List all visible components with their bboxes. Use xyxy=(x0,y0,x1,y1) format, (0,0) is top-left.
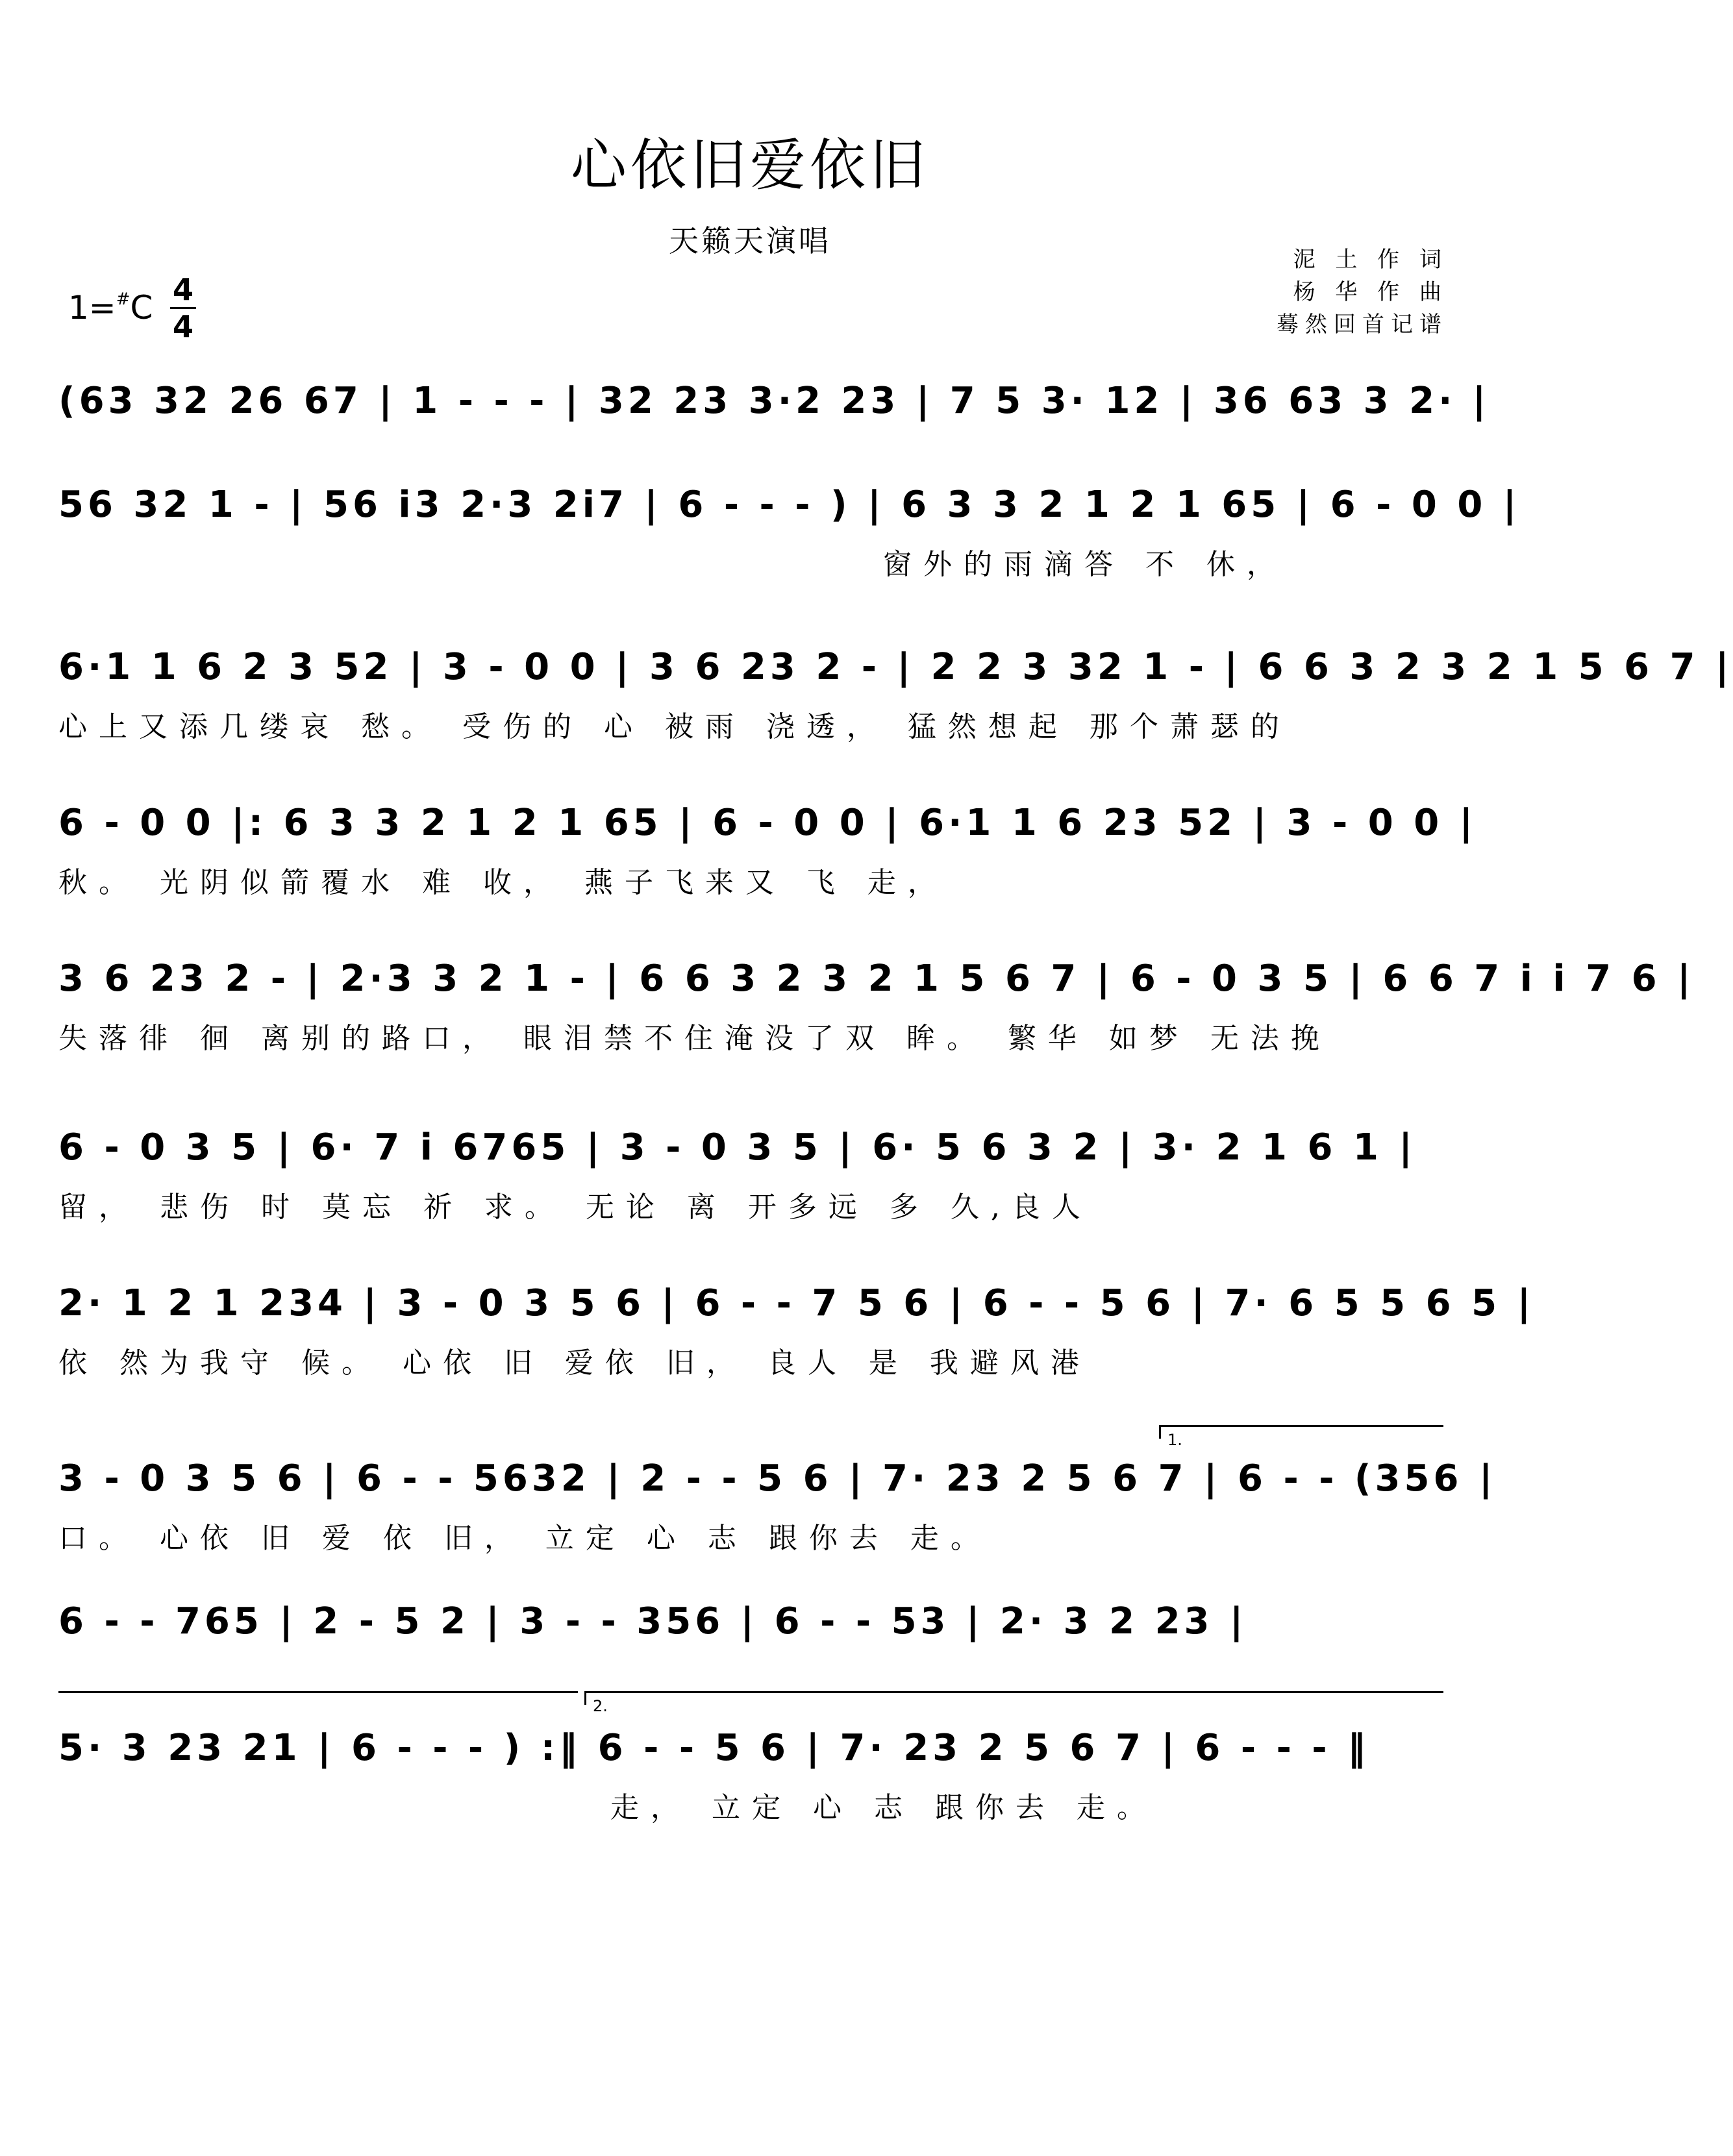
notation-line: 6 - 0 0 |: 6 3 3 2 1 2 1 65 | 6 - 0 0 | 6·1 1 6 23 52 | 3 - 0 0 | xyxy=(58,802,1477,844)
lyric-line: 窗外的雨滴答 不 休， xyxy=(883,548,1287,581)
score-row-8 xyxy=(58,1457,1497,1568)
singer-credit: 天籁天演唱 xyxy=(669,223,831,258)
song-title: 心依旧爱依旧 xyxy=(571,133,929,198)
score-row-7 xyxy=(58,1282,1535,1393)
lyric-line: 心上又添几缕哀 愁。 受伤的 心 被雨 浇透， 猛然想起 那个萧瑟的 xyxy=(58,710,1291,743)
notation-line: 56 32 1 - | 56 i3 2·3 2i7 | 6 - - - ) | 6 3 3 2 1 2 1 65 | 6 - 0 0 | xyxy=(58,484,1521,526)
first-ending-bracket xyxy=(1159,1425,1443,1449)
notation-line: 3 6 23 2 - | 2·3 3 2 1 - | 6 6 3 2 3 2 1 5 6 7 | 6 - 0 3 5 | 6 6 7 i i 7 6 | xyxy=(58,958,1695,1000)
lyric-line: 依 然为我守 候。 心依 旧 爱依 旧， 良人 是 我避风港 xyxy=(58,1346,1091,1380)
notation-line: 2· 1 2 1 234 | 3 - 0 3 5 6 | 6 - - 7 5 6 | 6 - - 5 6 | 7· 6 5 5 6 5 | xyxy=(58,1282,1535,1324)
composer-credit: 杨 华 作 曲 xyxy=(1293,279,1448,305)
key-accidental: # xyxy=(116,290,131,309)
notation-line: 3 - 0 3 5 6 | 6 - - 5632 | 2 - - 5 6 | 7· 23 2 5 6 7 | 6 - - (356 | xyxy=(58,1457,1497,1500)
credits-block xyxy=(1277,243,1448,341)
notation-line: 6 - 0 3 5 | 6· 7 i 6765 | 3 - 0 3 5 | 6· 5 6 3 2 | 3· 2 1 6 1 | xyxy=(58,1126,1416,1169)
lyric-line: 留， 悲伤 时 莫忘 祈 求。 无论 离 开多远 多 久,良人 xyxy=(58,1191,1092,1224)
score-row-6 xyxy=(58,1126,1441,1237)
volta-label: 1. xyxy=(1167,1431,1182,1449)
lyric-line: 口。 心依 旧 爱 依 旧， 立定 心 志 跟你去 走。 xyxy=(58,1522,991,1555)
meter-denominator: 4 xyxy=(172,309,193,344)
score-row-3 xyxy=(58,646,1733,756)
key-tonic: C xyxy=(130,289,153,327)
notation-line: 6 - - 765 | 2 - 5 2 | 3 - - 356 | 6 - - 53 | 2· 3 2 23 | xyxy=(58,1600,1247,1642)
volta-label: 2. xyxy=(593,1697,608,1715)
lyric-line: 失落徘 徊 离别的路口， 眼泪禁不住淹没了双 眸。 繁华 如梦 无法挽 xyxy=(58,1022,1331,1055)
notation-line: 6·1 1 6 2 3 52 | 3 - 0 0 | 3 6 23 2 - | 2 2 3 32 1 - | 6 6 3 2 3 2 1 5 6 7 | xyxy=(58,646,1733,688)
transcriber-credit: 蓦然回首记谱 xyxy=(1277,312,1448,338)
key-prefix: 1= xyxy=(68,289,116,327)
score-row-1 xyxy=(58,380,1490,490)
lyricist-credit: 泥 土 作 词 xyxy=(1293,247,1448,273)
first-ending-bracket-continued xyxy=(58,1691,578,1705)
notation-line: 5· 3 23 21 | 6 - - - ) :‖ 6 - - 5 6 | 7· 23 2 5 6 7 | 6 - - - ‖ xyxy=(58,1727,1370,1769)
notation-line: (63 32 26 67 | 1 - - - | 32 23 3·2 23 | 7 5 3· 12 | 36 63 3 2· | xyxy=(58,380,1490,422)
score-row-5 xyxy=(58,958,1695,1068)
meter-numerator: 4 xyxy=(172,272,193,307)
time-signature xyxy=(170,274,196,342)
lyric-line: 秋。 光阴似箭覆水 难 收， 燕子飞来又 飞 走， xyxy=(58,866,948,899)
score-row-2 xyxy=(58,484,1521,594)
lyric-line: 走， 立定 心 志 跟你去 走。 xyxy=(610,1791,1157,1824)
key-signature xyxy=(68,289,153,327)
second-ending-bracket xyxy=(584,1691,1443,1715)
score-row-4 xyxy=(58,802,1477,912)
score-row-10 xyxy=(58,1727,1441,1837)
